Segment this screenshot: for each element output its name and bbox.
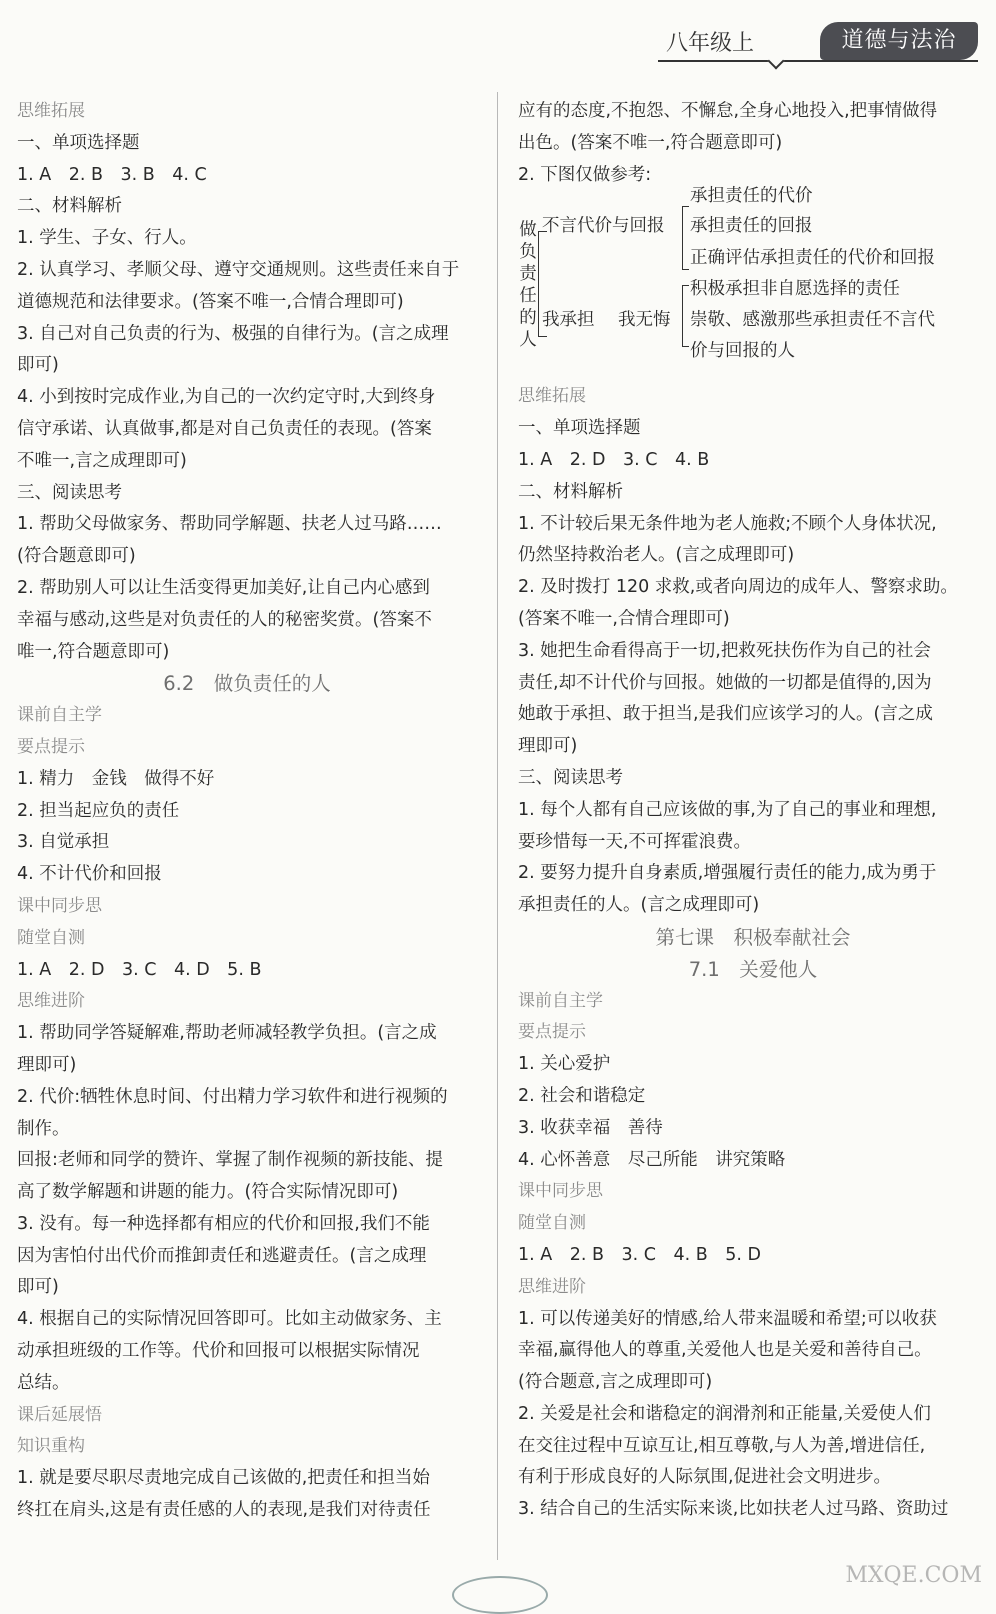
lesson-title: 6.2 做负责任的人 [163, 672, 331, 696]
section-heading: 课后延展悟 [17, 1404, 102, 1425]
answer-line: 2. 社会和谐稳定 [518, 1085, 646, 1106]
answer-line: 二、材料解析 [17, 196, 122, 217]
answer-line: 1. 帮助父母做家务、帮助同学解题、扶老人过马路…… [17, 514, 442, 535]
answer-line: 2. 帮助别人可以让生活变得更加美好,让自己内心感到 [17, 577, 430, 598]
answer-line: 4. 根据自己的实际情况回答即可。比如主动做家务、主 [17, 1309, 442, 1330]
answer-line: 3. 自觉承担 [17, 832, 110, 853]
answer-line: 3. 结合自己的生活实际来谈,比如扶老人过马路、资助过 [518, 1499, 949, 1520]
answer-line: (符合题意,言之成理即可) [518, 1372, 713, 1393]
answer-line: 1. A 2. B 3. B 4. C [17, 164, 207, 185]
answer-line: 在交往过程中互谅互让,相互尊敬,与人为善,增进信任, [518, 1435, 926, 1456]
page-number-ring [452, 1576, 548, 1614]
page-header [648, 22, 978, 64]
branch1-label: 不言代价与回报 [542, 216, 665, 237]
grade-label: 八年级上 [666, 31, 755, 56]
answer-line: (符合题意即可) [17, 546, 136, 567]
answer-line: 承担责任的人。(言之成理即可) [518, 895, 760, 916]
column-divider [497, 92, 498, 1560]
answer-line: 即可) [17, 355, 59, 376]
answer-line: 幸福与感动,这些是对负责任的人的秘密奖赏。(答案不 [17, 609, 432, 630]
answer-line: 因为害怕付出代价而推卸责任和逃避责任。(言之成理 [17, 1245, 427, 1266]
answer-line: 一、单项选择题 [17, 132, 140, 153]
answer-line: 2. 代价:牺牲休息时间、付出精力学习软件和进行视频的 [17, 1086, 448, 1107]
answer-line: 即可) [17, 1277, 59, 1298]
answer-line: 制作。 [17, 1118, 70, 1139]
right-top-text [518, 96, 988, 191]
section-heading: 思维拓展 [17, 101, 85, 121]
section-heading: 思维进阶 [17, 991, 85, 1012]
right-column [518, 96, 988, 1526]
answer-line: 道德规范和法律要求。(答案不唯一,合情合理即可) [17, 291, 404, 312]
answer-line: 1. A 2. D 3. C 4. B [518, 449, 710, 470]
site-watermark: MXQE.COM [845, 1563, 982, 1588]
answer-line: 回报:老师和同学的赞许、掌握了制作视频的新技能、提 [17, 1150, 443, 1171]
answer-line: 总结。 [17, 1372, 70, 1393]
diagram-root: 做 负 责 任 的 人 [519, 220, 537, 351]
answer-line: 她敢于承担、敢于担当,是我们应该学习的人。(言之成 [518, 704, 933, 725]
responsibility-diagram [518, 186, 988, 381]
answer-line: 二、材料解析 [518, 481, 623, 502]
branch2-label-b: 我无悔 [618, 310, 671, 331]
section-heading: 思维拓展 [518, 386, 586, 407]
section-heading: 随堂自测 [518, 1213, 586, 1234]
section-heading: 课中同步思 [518, 1181, 603, 1202]
answer-line: 高了数学解题和讲题的能力。(符合实际情况即可) [17, 1182, 399, 1203]
section-heading: 随堂自测 [17, 927, 85, 948]
answer-line: 2. 认真学习、孝顺父母、遵守交通规则。这些责任来自于 [17, 259, 460, 280]
section-heading: 课中同步思 [17, 895, 102, 916]
lesson-title: 第七课 积极奉献社会 [655, 925, 851, 949]
answer-line: 信守承诺、认真做事,都是对自己负责任的表现。(答案 [17, 418, 432, 439]
answer-line: 4. 小到按时完成作业,为自己的一次约定守时,大到终身 [17, 387, 436, 408]
answer-line: 终扛在肩头,这是有责任感的人的表现,是我们对待责任 [17, 1500, 431, 1521]
answer-line: 2. 要努力提升自身素质,增强履行责任的能力,成为勇于 [518, 863, 937, 884]
section-heading: 课前自主学 [17, 705, 102, 726]
answer-line: 2. 担当起应负的责任 [17, 800, 180, 821]
answer-line: 理即可) [17, 1054, 77, 1075]
answer-line: 3. 收获幸福 善待 [518, 1117, 663, 1138]
answer-line: 1. A 2. B 3. C 4. B 5. D [518, 1244, 761, 1265]
subject-tab: 道德与法治 [820, 22, 978, 60]
answer-line: 责任,却不计代价与回报。她做的一切都是值得的,因为 [518, 672, 932, 693]
answer-line: 三、阅读思考 [518, 767, 623, 788]
answer-line: 2. 关爱是社会和谐稳定的润滑剂和正能量,关爱使人们 [518, 1403, 931, 1424]
section-heading: 思维进阶 [518, 1276, 586, 1297]
answer-line: 要珍惜每一天,不可挥霍浪费。 [518, 831, 752, 852]
section-heading: 知识重构 [17, 1436, 85, 1457]
branch2-item-3: 价与回报的人 [690, 341, 795, 362]
answer-line: 3. 自己对自己负责的行为、极强的自律行为。(言之成理 [17, 323, 449, 344]
answer-line: 1. 精力 金钱 做得不好 [17, 768, 215, 789]
answer-line: 1. 帮助同学答疑解难,帮助老师减轻教学负担。(言之成 [17, 1023, 437, 1044]
answer-line: 1. 可以传递美好的情感,给人带来温暖和希望;可以收获 [518, 1308, 937, 1329]
answer-line: 仍然坚持救治老人。(言之成理即可) [518, 545, 795, 566]
answer-line: 不唯一,言之成理即可) [17, 450, 187, 471]
branch2-item-2: 崇敬、感激那些承担责任不言代 [690, 310, 935, 331]
answer-line: 1. 就是要尽职尽责地完成自己该做的,把责任和担当始 [17, 1468, 430, 1489]
answer-line: 应有的态度,不抱怨、不懈怠,全身心地投入,把事情做得 [518, 101, 938, 121]
answer-line: 1. 关心爱护 [518, 1054, 611, 1075]
header-rule [658, 60, 978, 62]
answer-line: 2. 及时拨打 120 求救,或者向周边的成年人、警察求助。 [518, 577, 958, 598]
answer-line: 3. 没有。每一种选择都有相应的代价和回报,我们不能 [17, 1213, 430, 1234]
answer-line: 1. 不计较后果无条件地为老人施救;不顾个人身体状况, [518, 513, 937, 534]
left-column [17, 96, 477, 1527]
answer-line: 理即可) [518, 736, 578, 757]
branch2-brace [682, 285, 689, 347]
section-heading: 课前自主学 [518, 990, 603, 1011]
lesson-title: 7.1 关爱他人 [688, 957, 818, 981]
branch1-brace [682, 206, 689, 270]
answer-line: 2. 下图仅做参考: [518, 164, 652, 185]
branch2-label-a: 我承担 [542, 310, 595, 331]
answer-line: 唯一,符合题意即可) [17, 641, 170, 662]
answer-line: 1. A 2. D 3. C 4. D 5. B [17, 959, 262, 980]
answer-line: 4. 心怀善意 尽己所能 讲究策略 [518, 1149, 786, 1170]
answer-line: (答案不唯一,合情合理即可) [518, 608, 730, 629]
right-bottom-text [518, 381, 988, 1526]
answer-line: 动承担班级的工作等。代价和回报可以根据实际情况 [17, 1341, 420, 1362]
answer-line: 1. 学生、子女、行人。 [17, 228, 197, 249]
answer-line: 1. 每个人都有自己应该做的事,为了自己的事业和理想, [518, 799, 937, 820]
header-notch [768, 53, 785, 70]
answer-line: 3. 她把生命看得高于一切,把救死扶伤作为自己的社会 [518, 640, 931, 661]
branch1-item-3: 正确评估承担责任的代价和回报 [690, 248, 935, 269]
answer-line: 一、单项选择题 [518, 418, 641, 439]
section-heading: 要点提示 [17, 736, 85, 757]
branch2-item-1: 积极承担非自愿选择的责任 [690, 279, 900, 300]
branch1-item-2: 承担责任的回报 [690, 216, 813, 237]
answer-line: 幸福,赢得他人的尊重,关爱他人也是关爱和善待自己。 [518, 1340, 932, 1361]
answer-line: 三、阅读思考 [17, 482, 122, 503]
answer-line: 有利于形成良好的人际氛围,促进社会文明进步。 [518, 1467, 892, 1488]
answer-line: 出色。(答案不唯一,符合题意即可) [518, 132, 783, 153]
branch1-item-1: 承担责任的代价 [690, 186, 813, 207]
answer-line: 4. 不计代价和回报 [17, 864, 162, 885]
section-heading: 要点提示 [518, 1022, 586, 1043]
